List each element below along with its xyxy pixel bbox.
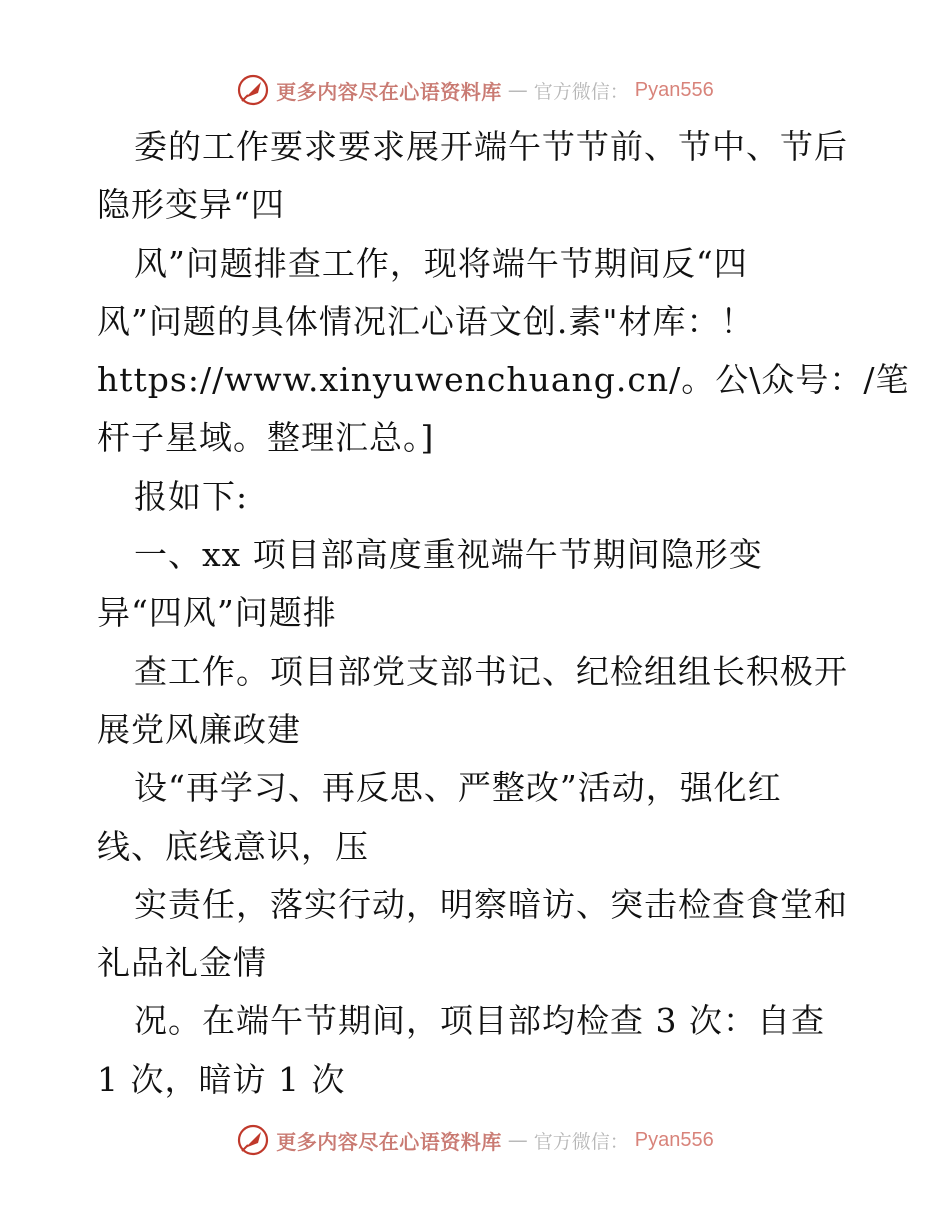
watermark-separator: — [507,1128,528,1152]
watermark-label: 官方微信： [533,80,629,103]
text-line: 设“再学习、再反思、严整改”活动，强化红 [134,768,782,808]
text-line: 1 次，暗访 1 次 [97,1059,346,1099]
text-line: 实责任，落实行动，明察暗访、突击检查食堂和 [134,884,848,924]
text-line: 线、底线意识，压 [97,826,369,866]
watermark-brand-text: 更多内容尽在心语资料库 [276,1129,502,1154]
text-line: 展党风廉政建 [97,709,301,749]
text-line: 查工作。项目部党支部书记、纪检组组长积极开 [134,651,848,691]
text-line: 隐形变异“四 [97,185,285,225]
text-line: 异“四风”问题排 [97,593,337,633]
text-line: 一、xx 项目部高度重视端午节期间隐形变 [134,535,763,575]
watermark-footer [0,1120,950,1160]
watermark-header [0,70,950,110]
quill-logo-icon [236,1123,270,1157]
quill-logo-icon [236,73,270,107]
text-line: 风”问题的具体情况汇心语文创.素"材库：！ [97,301,755,341]
watermark-brand-text: 更多内容尽在心语资料库 [276,79,502,104]
text-line: 况。在端午节期间，项目部均检查 3 次：自查 [134,1001,825,1041]
text-line: 风”问题排查工作，现将端午节期间反“四 [134,243,748,283]
text-line: 杆子星域。整理汇总。] [97,418,435,458]
watermark-label: 官方微信： [533,1130,629,1153]
document-body [97,118,910,1109]
text-line: 委的工作要求要求展开端午节节前、节中、节后 [134,127,848,166]
watermark-wechat-id: Pyan556 [634,1128,714,1151]
watermark-wechat-id: Pyan556 [634,78,714,101]
text-line: 报如下: [134,476,249,516]
watermark-separator: — [507,78,528,102]
text-line: 礼品礼金情 [97,943,267,983]
text-line-url: https://www.xinyuwenchuang.cn/。公\众号：/笔 [97,360,910,400]
